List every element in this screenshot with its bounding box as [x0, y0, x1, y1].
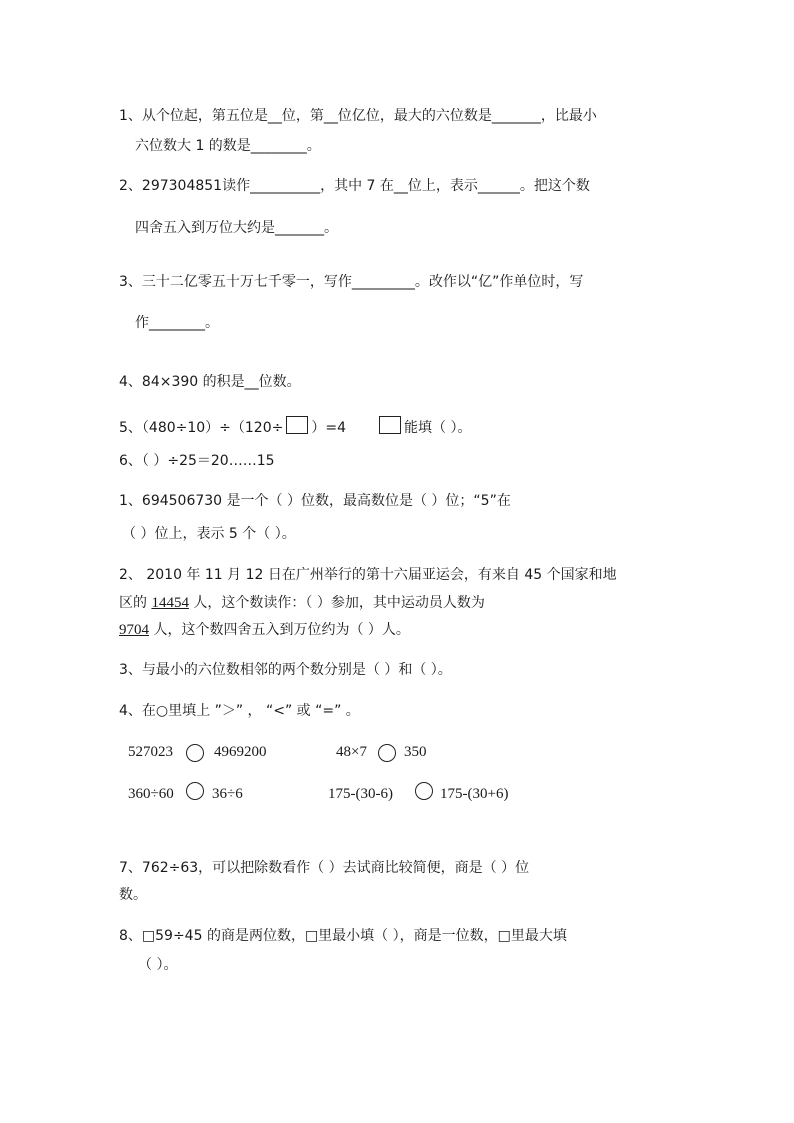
compare-circle [186, 744, 204, 762]
question-6: 6、（ ）÷25＝20……15 [119, 453, 275, 469]
compare-value: 360÷60 [128, 786, 174, 802]
question-8-line-1: 8、□59÷45 的商是两位数，□里最小填（ ），商是一位数，□里最大填 [119, 928, 567, 944]
question-5-part-3: 能填（ ）。 [404, 420, 472, 436]
text-segment: 区的 [119, 595, 152, 611]
compare-value: 175-(30+6) [440, 786, 509, 802]
number-9704: 9704 [119, 622, 149, 638]
compare-circle [378, 744, 396, 762]
compare-circle [415, 782, 433, 800]
compare-circle [186, 782, 204, 800]
part2-question-1-line-1: 1、694506730 是一个（ ）位数，最高数位是（ ）位；“5”在 [119, 493, 511, 509]
question-7-line-1: 7、762÷63，可以把除数看作（ ）去试商比较简便，商是（ ）位 [119, 860, 530, 876]
number-14454: 14454 [151, 595, 189, 611]
compare-value: 527023 [128, 744, 173, 760]
part2-question-4: 4、在○里填上 ”＞” ， “<” 或 “=” 。 [119, 703, 360, 719]
question-3-line-1: 3、三十二亿零五十万七千零一，写作_________。改作以“亿”作单位时，写 [119, 274, 584, 290]
compare-value: 4969200 [214, 744, 267, 760]
part2-question-2-line-3 [119, 621, 410, 639]
blank-box [379, 416, 401, 434]
text-segment: 人，这个数四舍五入到万位约为（ ）人。 [149, 622, 410, 638]
part2-question-2-line-1: 2、 2010 年 11 月 12 日在广州举行的第十六届亚运会，有来自 45 个国家和地 [119, 567, 617, 583]
question-1-line-2: 六位数大 1 的数是________。 [135, 138, 321, 154]
question-2-line-2: 四舍五入到万位大约是_______。 [135, 220, 338, 236]
question-8-line-2: （ ）。 [138, 957, 178, 973]
question-7-line-2: 数。 [119, 887, 147, 903]
compare-value: 175-(30-6) [328, 786, 393, 802]
compare-value: 48×7 [336, 744, 367, 760]
question-1-line-1: 1、从个位起，第五位是__位，第__位亿位，最大的六位数是_______，比最小 [119, 108, 597, 124]
part2-question-3: 3、与最小的六位数相邻的两个数分别是（ ）和（ ）。 [119, 662, 452, 678]
question-5 [119, 416, 471, 437]
question-5-part-2: ）=4 [311, 420, 346, 436]
blank-box [286, 416, 308, 434]
text-segment: 人，这个数读作：（ ）参加，其中运动员人数为 [188, 595, 485, 611]
question-3-line-2: 作________。 [135, 315, 219, 331]
part2-question-1-line-2: （ ）位上，表示 5 个（ ）。 [122, 526, 296, 542]
question-5-part-1: 5、（480÷10）÷（120÷ [119, 420, 284, 436]
part2-question-2-line-2 [119, 594, 485, 612]
compare-value: 36÷6 [212, 786, 243, 802]
question-2-line-1: 2、297304851读作__________，其中 7 在__位上，表示______。把这个数 [119, 178, 590, 194]
compare-value: 350 [404, 744, 427, 760]
question-4: 4、84×390 的积是__位数。 [119, 374, 301, 390]
